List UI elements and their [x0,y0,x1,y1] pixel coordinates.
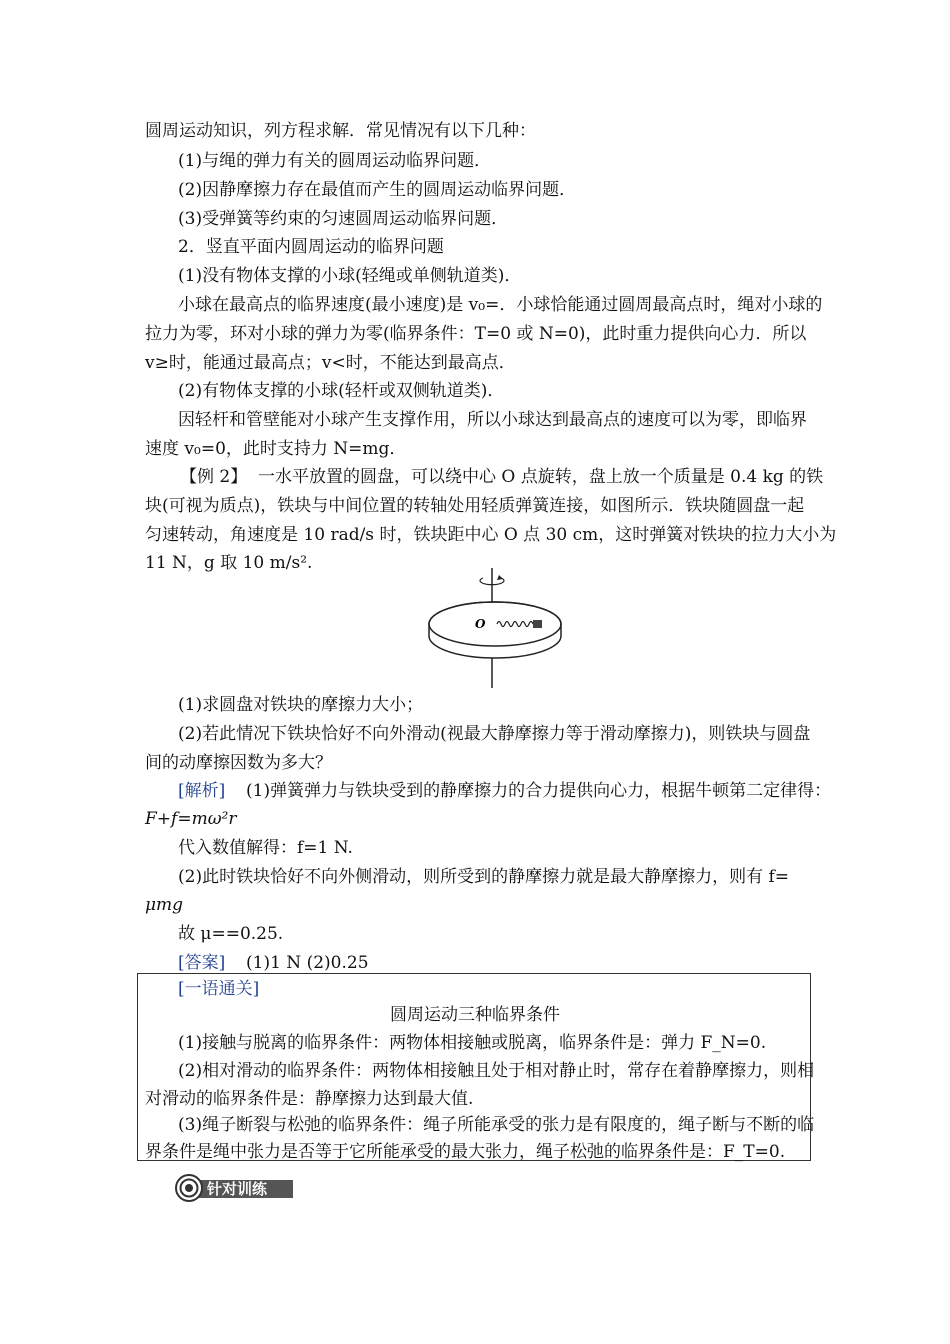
iron-block [533,620,542,628]
solution-text: 故 μ==0.25. [178,924,284,944]
example-text: 一水平放置的圆盘，可以绕中心 O 点旋转，盘上放一个质量是 0.4 kg 的铁 [258,467,824,487]
solution-formula: μmg [145,895,184,915]
answer-tag: [答案] [178,953,226,973]
summary-text: (2)相对滑动的临界条件：两物体相接触且处于相对静止时，常存在着静摩擦力，则相 [178,1061,815,1081]
solution-text: 代入数值解得：f=1 N. [178,838,353,858]
solution-tag: [解析] [178,781,226,801]
text-line: (1)与绳的弹力有关的圆周运动临界问题． [178,151,492,171]
practice-badge [175,1174,293,1202]
solution-text: (2)此时铁块恰好不向外侧滑动，则所受到的静摩擦力就是最大静摩擦力，则有 f= [178,867,790,887]
disc-edge [429,624,561,658]
text-line: 小球在最高点的临界速度(最小速度)是 v₀=．小球恰能通过圆周最高点时，绳对小球的 [178,295,823,315]
question: (2)若此情况下铁块恰好不向外滑动(视最大静摩擦力等于滑动摩擦力)，则铁块与圆盘 [178,724,811,744]
text-line: (2)有物体支撑的小球(轻杆或双侧轨道类)． [178,381,505,401]
example-text: 块(可视为质点)，铁块与中间位置的转轴处用轻质弹簧连接，如图所示．铁块随圆盘一起 [145,496,805,516]
summary-text: 对滑动的临界条件是：静摩擦力达到最大值. [145,1089,474,1109]
summary-title: 圆周运动三种临界条件 [390,1005,560,1025]
summary-text: (1)接触与脱离的临界条件：两物体相接触或脱离，临界条件是：弹力 F_N=0. [178,1033,767,1053]
question: (1)求圆盘对铁块的摩擦力大小； [178,695,424,715]
text-line: 拉力为零，环对小球的弹力为零(临界条件：T=0 或 N=0)，此时重力提供向心力．所以 [145,324,807,344]
text-line: 因轻杆和管壁能对小球产生支撑作用，所以小球达到最高点的速度可以为零，即临界 [178,410,807,430]
answer-text: (1)1 N (2)0.25 [246,953,369,973]
example-text: 11 N，g 取 10 m/s². [145,553,313,573]
text-line: (3)受弹簧等约束的匀速圆周运动临界问题． [178,209,509,229]
text-line: (2)因静摩擦力存在最值而产生的圆周运动临界问题． [178,180,577,200]
text-line: 速度 v₀=0，此时支持力 N=mg． [145,439,407,459]
section-heading: 2．竖直平面内圆周运动的临界问题 [178,237,444,257]
example-tag: 【例 2】 [180,467,248,487]
text-line: 圆周运动知识，列方程求解．常见情况有以下几种： [145,121,536,141]
badge-label: 针对训练 [207,1180,268,1198]
disc-figure [425,568,565,688]
question: 间的动摩擦因数为多大？ [145,753,332,773]
solution-formula: F+f=mω²r [145,809,237,829]
summary-text: 界条件是绳中张力是否等于它所能承受的最大张力，绳子松弛的临界条件是：F_T=0. [145,1142,786,1162]
summary-text: (3)绳子断裂与松弛的临界条件：绳子所能承受的张力是有限度的，绳子断与不断的临 [178,1115,815,1135]
text-line: v≥时，能通过最高点；v<时，不能达到最高点． [145,353,516,373]
example-text: 匀速转动，角速度是 10 rad/s 时，铁块距中心 O 点 30 cm，这时弹簧对铁块的拉力大小为 [145,525,837,545]
summary-tag: [一语通关] [178,979,260,999]
solution-text: (1)弹簧弹力与铁块受到的静摩擦力的合力提供向心力，根据牛顿第二定律得： [246,781,832,801]
center-label: O [475,617,486,631]
text-line: (1)没有物体支撑的小球(轻绳或单侧轨道类)． [178,266,522,286]
